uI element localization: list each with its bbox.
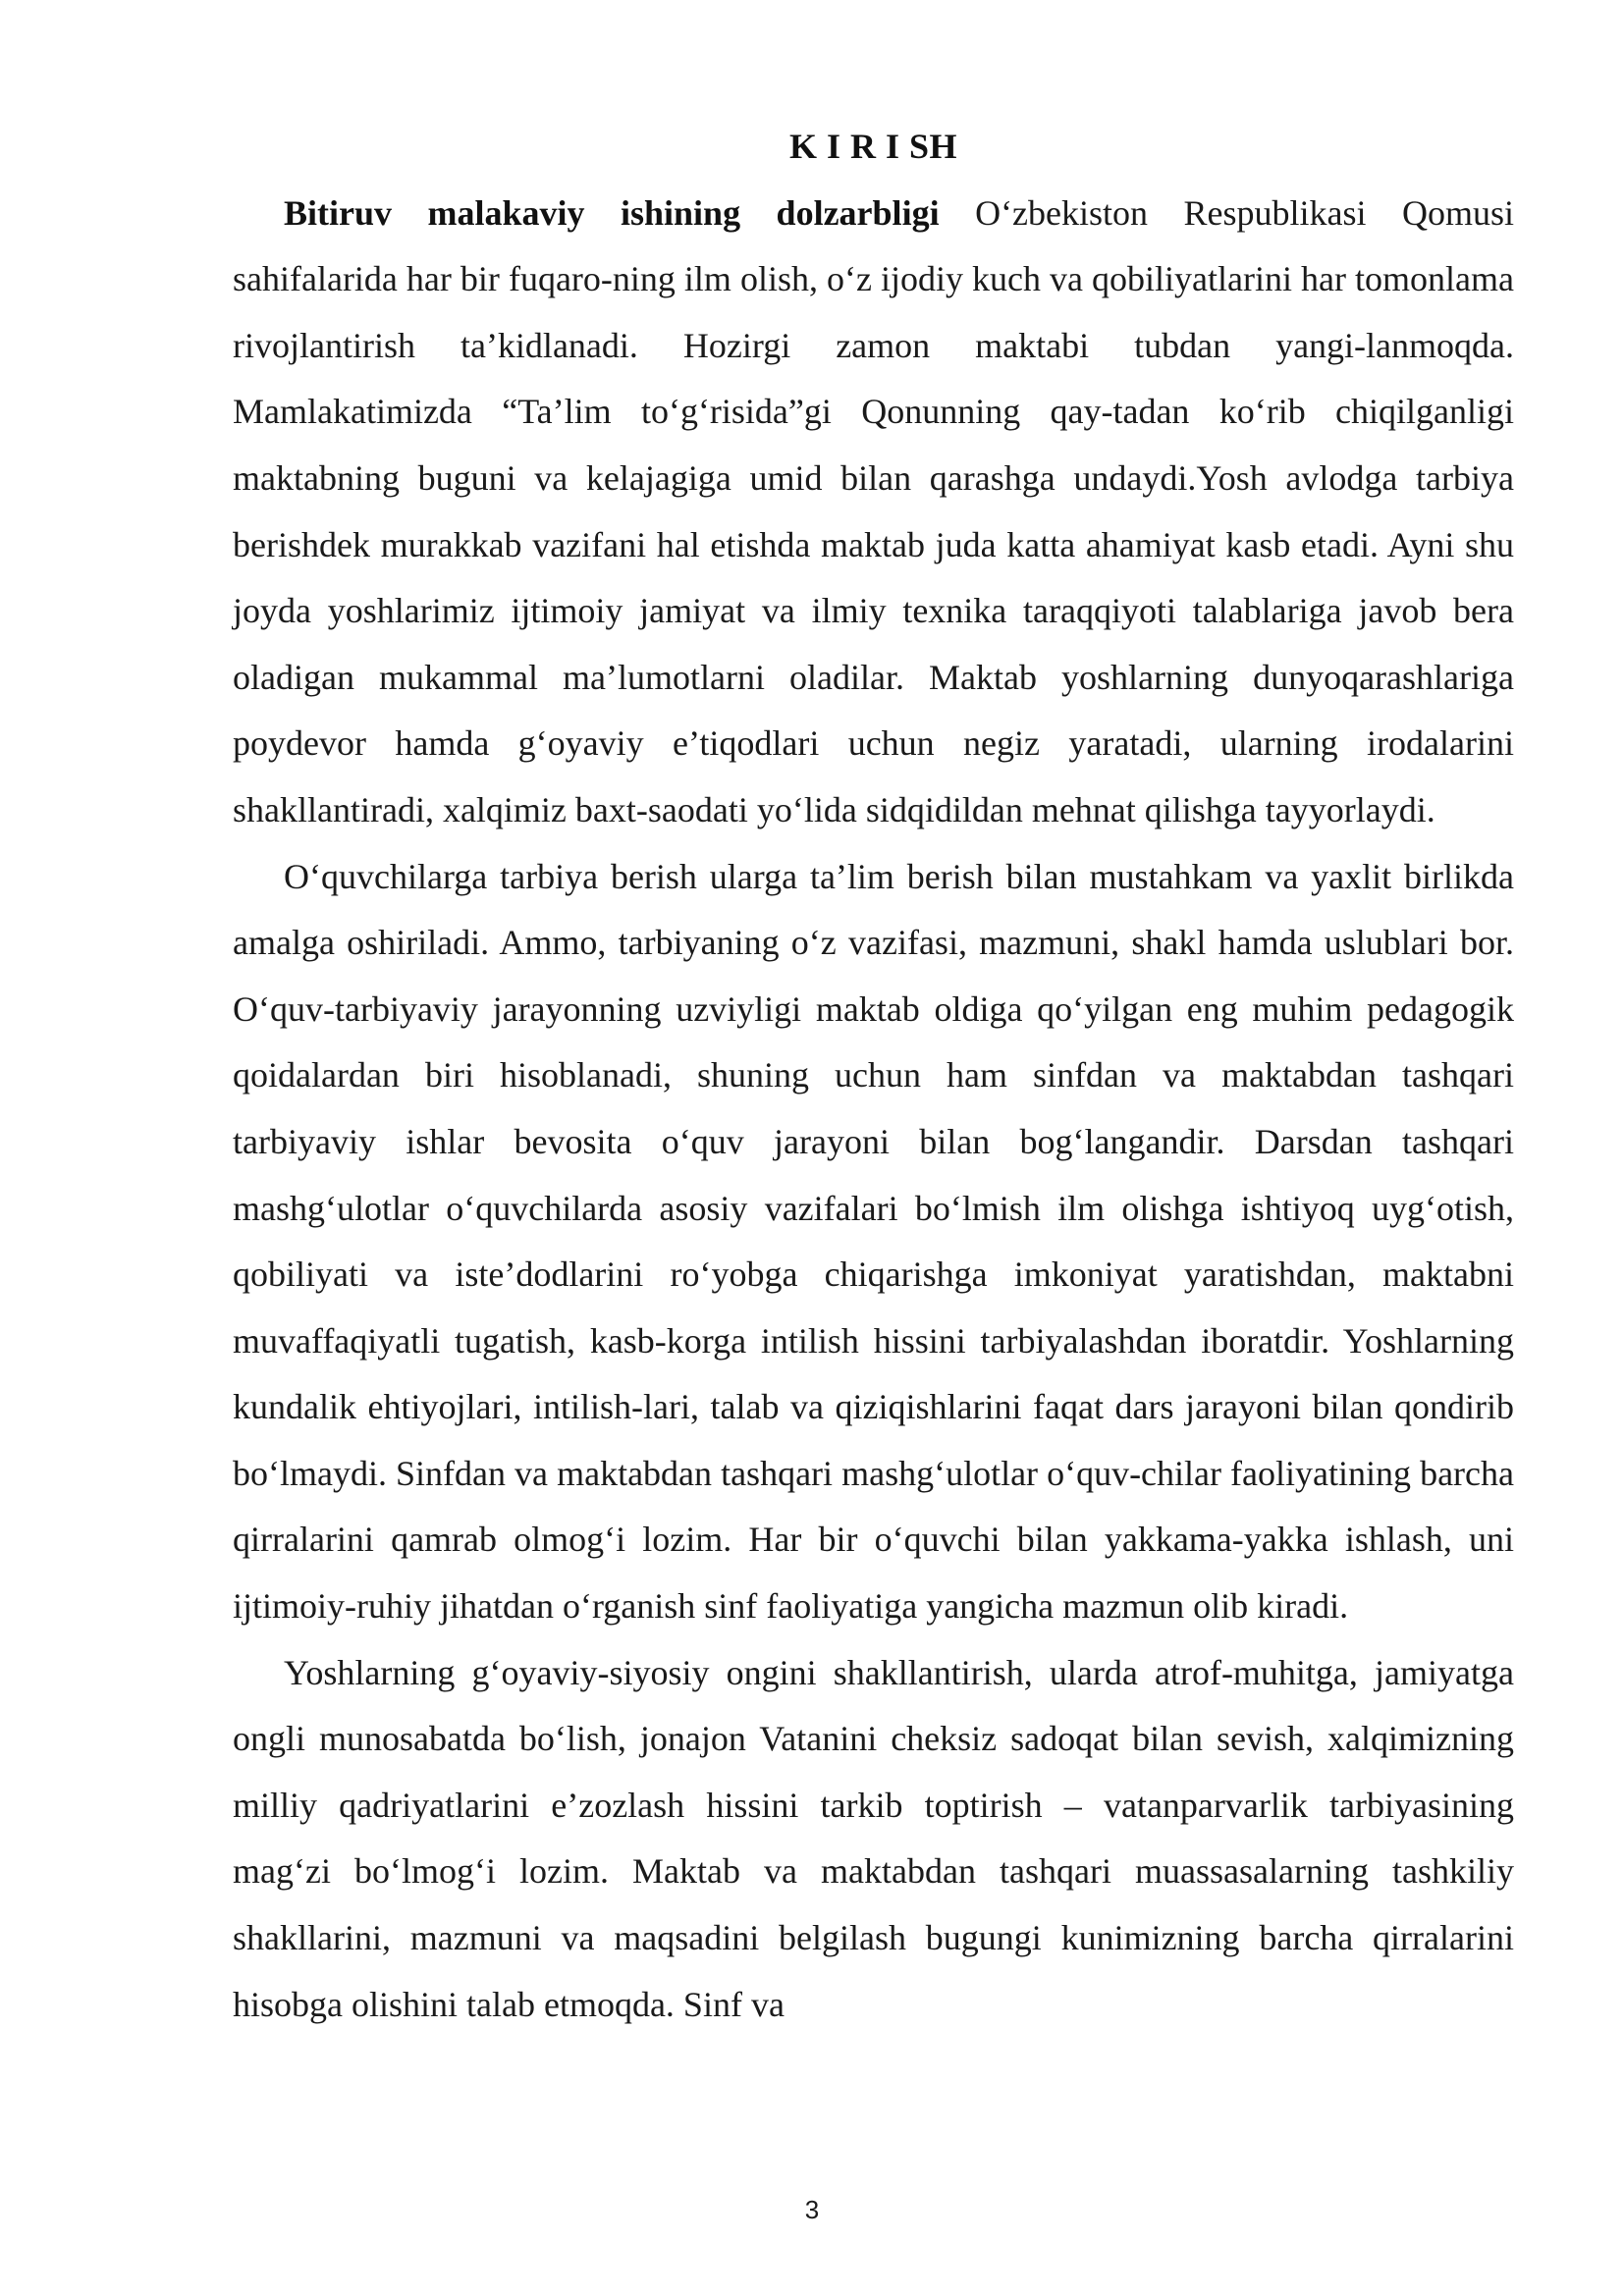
paragraph-3: Yoshlarning g‘oyaviy-siyosiy ongini shakllantirish, ularda atrof-muhitga, jamiyatga ongli munosabatda bo‘lish, jonajon Vatanini cheksiz sadoqat bilan sevish, xalqimizning milliy qadriyatlarini e’zozlash hissini tarkib toptirish – vatanparvarlik tarbiyasining mag‘zi bo‘lmog‘i lozim. Maktab va maktabdan tashqari muassasalarning tashkiliy shakllarini, mazmuni va maqsadini belgilash bugungi kunimizning barcha qirralarini hisobga olishini talab etmoqda. Sinf va (233, 1652, 1514, 2024)
paragraph-1-text: O‘zbekiston Respublikasi Qomusi sahifalarida har bir fuqaro-ning ilm olish, o‘z ijodiy kuch va qobiliyatlarini har tomonlama rivojlantirish ta’kidlanadi. Hozirgi zamon maktabi tubdan yangi-lanmoqda. Mamlakatimizda “Ta’lim to‘g‘risida”gi Qonunning qay-tadan ko‘rib chiqilganligi maktabning buguni va kelajagiga umid bilan qarashga undaydi.Yosh avlodga tarbiya berishdek murakkab vazifani hal etishda maktab juda katta ahamiyat kasb etadi. Ayni shu joyda yoshlarimiz ijtimoiy jamiyat va ilmiy texnika taraqqiyoti talablariga javob bera oladigan mukammal ma’lumotlarni oladilar. Maktab yoshlarning dunyoqarashlariga poydevor hamda g‘oyaviy e’tiqodlari uchun negiz yaratadi, ularning irodalarini shakllantiradi, xalqimiz baxt-saodati yo‘lida sidqidildan mehnat qilishga tayyorlaydi. (233, 192, 1515, 829)
document-body (233, 114, 1514, 2038)
intro-bold-heading: Bitiruv malakaviy ishining dolzarbligi (284, 192, 940, 233)
paragraph-2: O‘quvchilarga tarbiya berish ularga ta’lim berish bilan mustahkam va yaxlit birlikda amalga oshiriladi. Ammo, tarbiyaning o‘z vazifasi, mazmuni, shakl hamda uslublari bor. O‘quv-tarbiyaviy jarayonning uzviyligi maktab oldiga qo‘yilgan eng muhim pedagogik qoidalardan biri hisoblanadi, shuning uchun ham sinfdan va maktabdan tashqari tarbiyaviy ishlar bevosita o‘quv jarayoni bilan bog‘langandir. Darsdan tashqari mashg‘ulotlar o‘quvchilarda asosiy vazifalari bo‘lmish ilm olishga ishtiyoq uyg‘otish, qobiliyati va iste’dodlarini ro‘yobga chiqarishga imkoniyat yaratishdan, maktabni muvaffaqiyatli tugatish, kasb-korga intilish hissini tarbiyalashdan iboratdir. Yoshlarning kundalik ehtiyojlari, intilish-lari, talab va qiziqishlarini faqat dars jarayoni bilan qondirib bo‘lmaydi. Sinfdan va maktabdan tashqari mashg‘ulotlar o‘quv-chilar faoliyatining barcha qirralarini qamrab olmog‘i lozim. Har bir o‘quvchi bilan yakkama-yakka ishlash, uni ijtimoiy-ruhiy jihatdan o‘rganish sinf faoliyatiga yangicha mazmun olib kiradi. (233, 856, 1514, 1627)
page-number: 3 (804, 2195, 820, 2224)
paragraph-1 (233, 181, 1514, 844)
page-title: K I R I SH (788, 127, 958, 166)
